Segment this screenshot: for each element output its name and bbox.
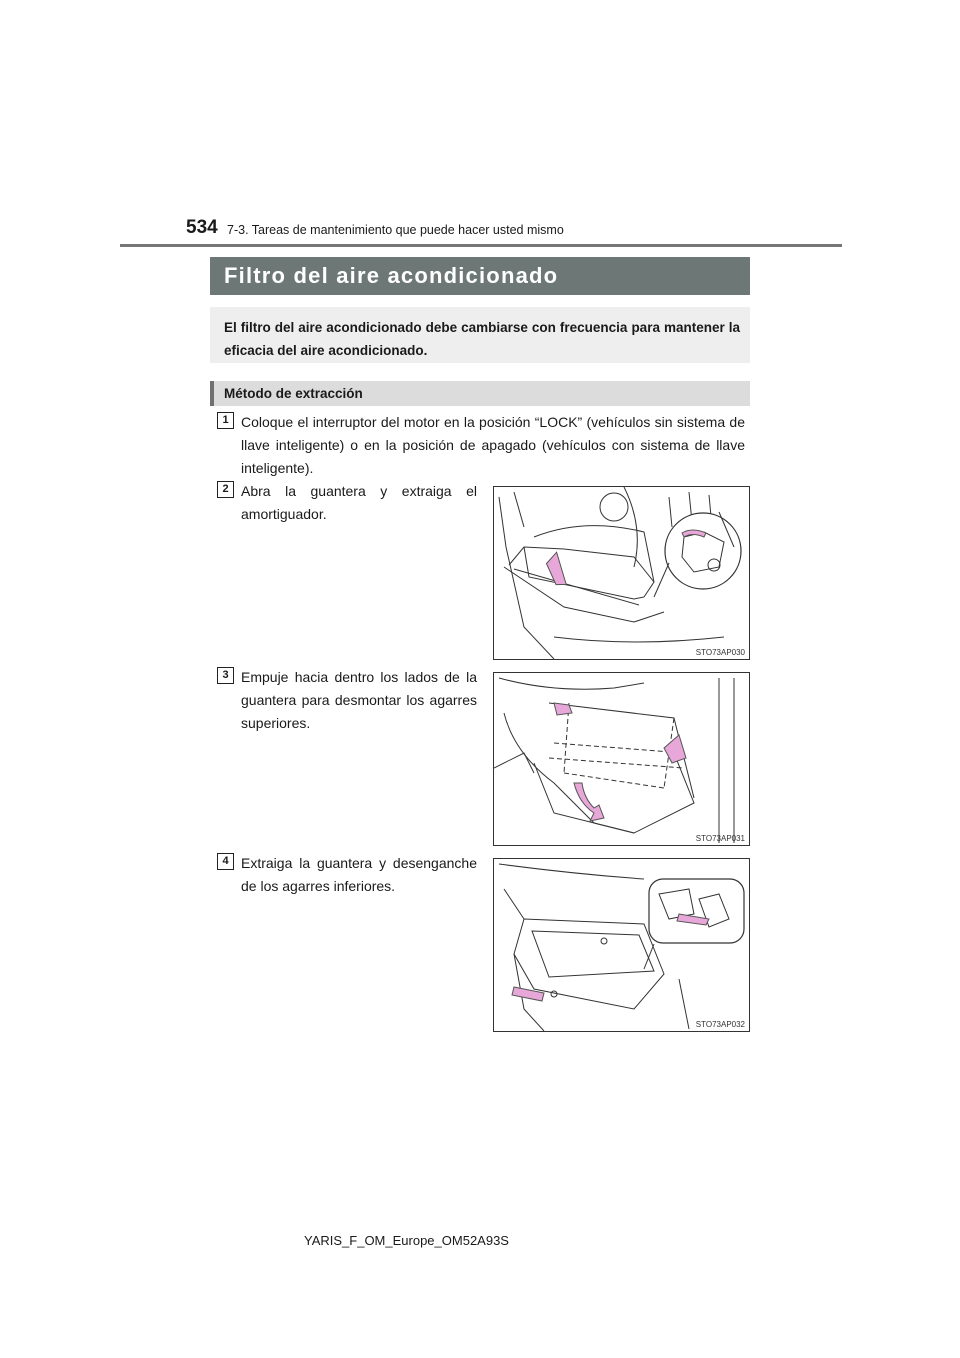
section-reference: 7-3. Tareas de mantenimiento que puede hacer usted mismo [227,223,564,237]
page-number: 534 [186,217,218,238]
illustration-step-3 [493,672,750,846]
figure-code-step-4: STO73AP032 [695,1020,745,1029]
subheading: Método de extracción [210,381,750,406]
step-number-4: 4 [217,853,234,870]
step-number-1: 1 [217,412,234,429]
illustration-step-4 [493,858,750,1032]
document-footer: YARIS_F_OM_Europe_OM52A93S [304,1233,509,1248]
step-text-2: Abra la guantera y extraiga el amortiguador. [241,483,477,522]
header-rule [120,244,842,247]
figure-code-step-3: STO73AP031 [695,834,745,843]
intro-text: El filtro del aire acondicionado debe cambiarse con frecuencia para mantener la eficacia del aire acondicionado. [210,307,750,363]
glovebox-removal-drawing [494,859,749,1031]
glovebox-open-drawing [494,487,749,659]
step-text-1: Coloque el interruptor del motor en la posición “LOCK” (vehículos sin sistema de llave inteligente) o en la posición de apagado (vehículos con sistema de llave inteligente). [241,414,745,476]
step-number-2: 2 [217,481,234,498]
glovebox-sides-drawing [494,673,749,845]
illustration-step-2 [493,486,750,660]
figure-code-step-2: STO73AP030 [695,648,745,657]
step-number-3: 3 [217,667,234,684]
page-title: Filtro del aire acondicionado [210,257,750,295]
step-text-4: Extraiga la guantera y desenganche de los agarres inferiores. [241,855,477,894]
step-text-3: Empuje hacia dentro los lados de la guantera para desmontar los agarres superiores. [241,669,477,731]
